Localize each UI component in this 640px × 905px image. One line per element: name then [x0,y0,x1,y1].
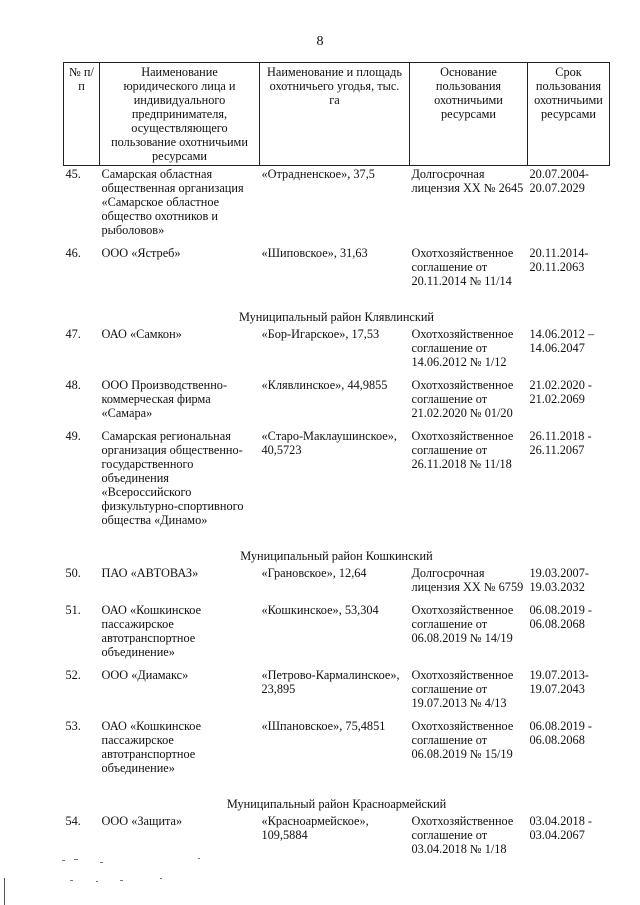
hunting-ground: «Грановское», 12,64 [261,566,367,580]
organization-name: ООО Производственно-коммерческая фирма «Самара» [101,378,228,420]
row-number: 45. [65,167,81,181]
hunting-ground: «Клявлинское», 44,9855 [261,378,388,392]
organization-name: ОАО «Кошкинское пассажирское автотранспортное объединение» [101,719,202,775]
organization-name: ОАО «Кошкинское пассажирское автотранспортное объединение» [101,603,202,659]
scan-artifact-marks [60,856,260,896]
table-row [64,377,610,428]
organization-name: ООО «Ястреб» [101,246,181,260]
row-number: 48. [65,378,81,392]
usage-term: 20.07.2004-20.07.2029 [529,167,589,195]
hunting-ground: «Шиповское», 31,63 [261,246,368,260]
hunting-ground: «Старо-Маклаушинское», 40,5723 [261,429,397,457]
section-title: Муниципальный район Кошкинский [240,549,433,563]
usage-term: 03.04.2018 - 03.04.2067 [529,814,593,842]
hunting-ground: «Петрово-Кармалинское», 23,895 [261,668,400,696]
hunting-ground: «Шпановское», 75,4851 [261,719,386,733]
usage-basis: Охотхозяйственное соглашение от 06.08.2019 № 14/19 [411,603,514,645]
usage-basis: Охотхозяйственное соглашение от 06.08.2019 № 15/19 [411,719,514,761]
table-row [64,565,610,602]
header-organization: Наименование юридического лица и индивидуального предпринимателя, осуществляющего пользование охотничьими ресурсами [100,63,260,166]
hunting-ground: «Отрадненское», 37,5 [261,167,375,181]
header-term: Срок пользования охотничьими ресурсами [528,63,610,166]
table-body [64,166,610,865]
usage-basis: Долгосрочная лицензия ХХ № 2645 [411,167,524,195]
usage-basis: Охотхозяйственное соглашение от 21.02.2020 № 01/20 [411,378,514,420]
row-number: 52. [65,668,81,682]
organization-name: ОАО «Самкон» [101,327,182,341]
section-row [64,535,610,565]
hunting-ground: «Кошкинское», 53,304 [261,603,379,617]
usage-term: 20.11.2014-20.11.2063 [529,246,589,274]
table-row [64,326,610,377]
row-number: 54. [65,814,81,828]
scan-edge-line [4,878,5,905]
usage-term: 19.07.2013-19.07.2043 [529,668,589,696]
hunting-ground: «Красноармейское», 109,5884 [261,814,369,842]
section-title: Муниципальный район Клявлинский [238,310,434,324]
usage-basis: Долгосрочная лицензия ХХ № 6759 [411,566,524,594]
section-row [64,783,610,813]
organization-name: ООО «Защита» [101,814,183,828]
organization-name: Самарская региональная организация общественно-государственного объединения «Всероссийского физкультурно-спортивного общества «Динамо» [101,429,244,527]
usage-term: 14.06.2012 – 14.06.2047 [529,327,595,355]
organization-name: ООО «Диамакс» [101,668,189,682]
row-number: 53. [65,719,81,733]
header-area: Наименование и площадь охотничьего угодья, тыс. га [260,63,410,166]
table-row [64,667,610,718]
table-row [64,166,610,246]
row-number: 50. [65,566,81,580]
table-row [64,718,610,783]
usage-basis: Охотхозяйственное соглашение от 26.11.2018 № 11/18 [411,429,514,471]
page-number: 8 [316,34,324,49]
table-row [64,245,610,296]
table-row [64,428,610,535]
row-number: 51. [65,603,81,617]
usage-term: 06.08.2019 - 06.08.2068 [529,603,593,631]
table-header [64,63,610,166]
usage-basis: Охотхозяйственное соглашение от 14.06.2012 № 1/12 [411,327,514,369]
hunting-ground: «Бор-Игарское», 17,53 [261,327,380,341]
row-number: 46. [65,246,81,260]
row-number: 47. [65,327,81,341]
section-title: Муниципальный район Красноармейский [226,797,447,811]
header-basis: Основание пользования охотничьими ресурсами [410,63,528,166]
organization-name: ПАО «АВТОВАЗ» [101,566,199,580]
usage-basis: Охотхозяйственное соглашение от 03.04.2018 № 1/18 [411,814,514,856]
hunting-grounds-table [63,62,610,864]
section-row [64,296,610,326]
row-number: 49. [65,429,81,443]
usage-term: 19.03.2007-19.03.2032 [529,566,589,594]
usage-term: 06.08.2019 - 06.08.2068 [529,719,593,747]
header-num: № п/п [64,63,100,166]
usage-basis: Охотхозяйственное соглашение от 20.11.2014 № 11/14 [411,246,514,288]
table-row [64,602,610,667]
usage-term: 26.11.2018 - 26.11.2067 [529,429,592,457]
usage-basis: Охотхозяйственное соглашение от 19.07.2013 № 4/13 [411,668,514,710]
organization-name: Самарская областная общественная организация «Самарское областное общество охотников и рыболовов» [101,167,244,237]
usage-term: 21.02.2020 - 21.02.2069 [529,378,593,406]
